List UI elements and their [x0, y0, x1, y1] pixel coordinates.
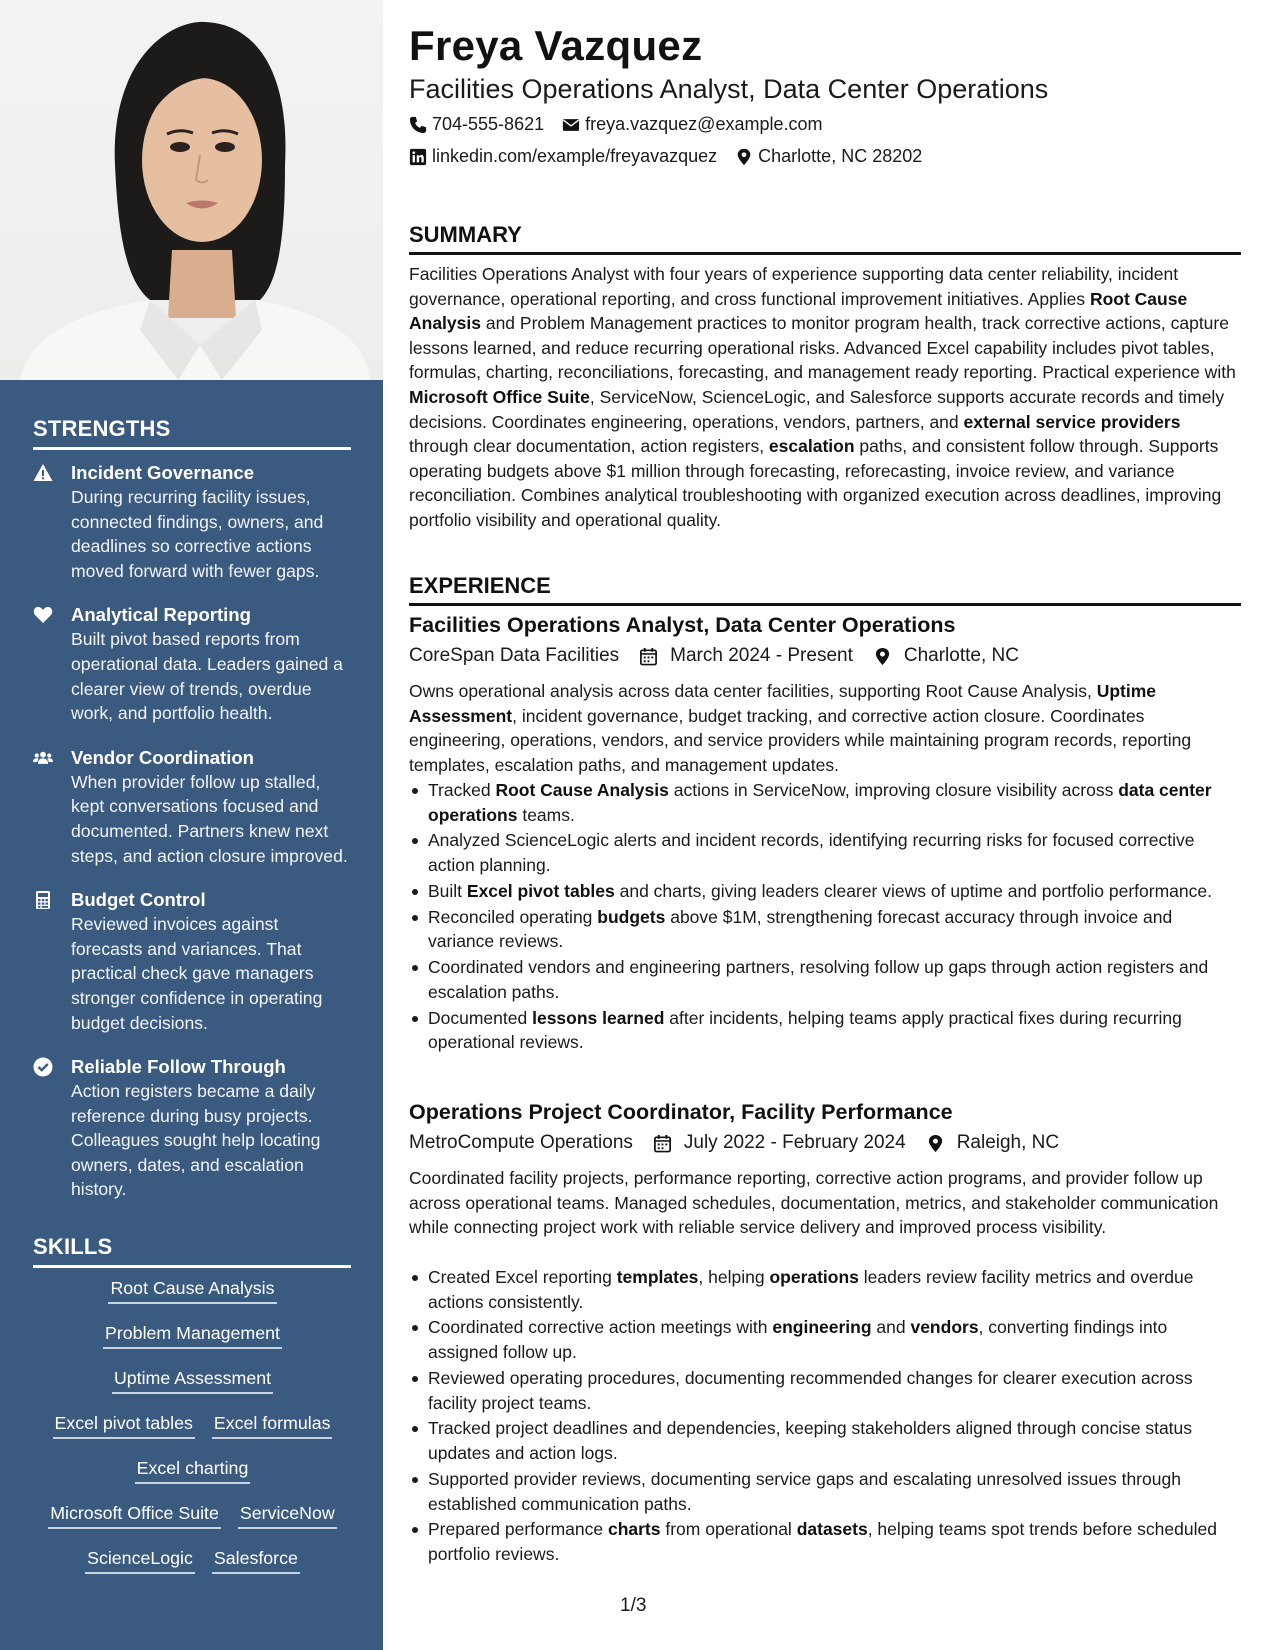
heart-icon [33, 602, 71, 725]
strength-item [33, 460, 353, 583]
calendar-icon [639, 647, 658, 666]
bullet-item [409, 1366, 1241, 1415]
bullet-item [409, 828, 1241, 877]
text-run: , helping teams spot trends before scheduled portfolio reviews. [428, 1519, 1217, 1565]
strength-item [33, 602, 353, 725]
summary-text [409, 262, 1241, 533]
skill-tag: Excel charting [135, 1455, 251, 1484]
bold-text: charts [607, 1519, 661, 1540]
strength-title: Incident Governance [71, 462, 254, 483]
bullet-item [409, 1006, 1241, 1055]
bold-text: Excel pivot tables [466, 880, 615, 901]
text-run: Built [428, 880, 467, 901]
text-run: from operational [660, 1519, 797, 1540]
calculator-icon [33, 887, 71, 1035]
bold-text: operations [769, 1267, 859, 1287]
strength-desc: Built pivot based reports from operational data. Leaders gained a clearer view of trends, overdue work, and portfolio health. [71, 629, 343, 724]
strength-desc: Action registers became a daily reference during busy projects. Colleagues sought help locating owners, dates, and escalation history. [71, 1081, 321, 1200]
job-title: Facilities Operations Analyst, Data Center Operations [409, 613, 956, 637]
linkedin-text: linkedin.com/example/freyavazquez [432, 146, 718, 166]
portrait-image [0, 0, 383, 380]
text-run: Documented [428, 1007, 533, 1028]
text-run: Prepared performance [428, 1519, 608, 1540]
skill-tag: ServiceNow [238, 1500, 337, 1529]
text-run: Created Excel reporting [428, 1267, 617, 1287]
strength-item [33, 887, 353, 1035]
bullet-item [409, 905, 1241, 954]
text-run: Tracked project deadlines and dependencies, keeping stakeholders aligned through concise status updates and action logs. [428, 1418, 1193, 1464]
phone-text: 704-555-8621 [432, 114, 545, 134]
bullet-item [409, 1416, 1241, 1465]
strength-title: Budget Control [71, 889, 206, 911]
skills-heading: SKILLS [33, 1234, 351, 1268]
job-meta [409, 1132, 1079, 1154]
bullet-item [409, 778, 1241, 827]
text-run: Tracked [428, 780, 496, 800]
bold-text: budgets [597, 906, 666, 927]
contact-row-2 [409, 146, 940, 167]
bullet-item [409, 1467, 1241, 1516]
text-run: leaders review facility metrics and overdue actions consistently. [428, 1267, 1194, 1312]
bold-text: vendors [910, 1317, 979, 1338]
strength-desc: During recurring facility issues, connected findings, owners, and deadlines so corrective actions moved forward with fewer gaps. [71, 487, 324, 581]
job-dates: March 2024 - Present [670, 645, 853, 666]
email-text: freya.vazquez@example.com [585, 114, 823, 134]
bullet-item [409, 955, 1241, 1004]
text-run: and charts, giving leaders clearer views of uptime and portfolio performance. [614, 880, 1212, 901]
strengths-heading: STRENGTHS [33, 416, 351, 450]
bold-text: datasets [796, 1519, 868, 1540]
text-run: Coordinated vendors and engineering partners, resolving follow up gaps through action registers and escalation paths. [428, 957, 1209, 1002]
text-run: , ServiceNow, ScienceLogic, and Salesforce supports accurate records and timely decisions. Coordinates engineering, operations, vendors, partners, and [409, 386, 1225, 432]
strength-desc: Reviewed invoices against forecasts and variances. That practical check gave managers stronger confidence in operating budget decisions. [71, 914, 323, 1033]
candidate-name: Freya Vazquez [409, 22, 703, 69]
strength-title: Analytical Reporting [71, 604, 251, 626]
company-name: MetroCompute Operations [409, 1132, 633, 1153]
bold-text: Microsoft Office Suite [409, 386, 590, 407]
sidebar [0, 0, 383, 1650]
text-run: Facilities Operations Analyst with four years of experience supporting data center reliability, incident governance, operational reporting, and cross functional improvement initiatives. Applies [409, 264, 1179, 309]
text-run: after incidents, helping teams apply practical fixes during recurring operational reviews. [428, 1007, 1182, 1053]
skill-tag: Excel formulas [212, 1410, 333, 1439]
bold-text: data center operations [428, 780, 1212, 825]
experience-heading: EXPERIENCE [409, 573, 1241, 606]
linkedin-contact[interactable] [409, 146, 717, 167]
text-run: , converting findings into assigned follow up. [428, 1317, 1168, 1363]
skill-tag: Microsoft Office Suite [48, 1500, 221, 1529]
text-run: and [871, 1317, 911, 1338]
warning-icon [33, 460, 71, 583]
map-pin-icon [873, 647, 892, 666]
job-location: Charlotte, NC [903, 645, 1019, 666]
bold-text: lessons learned [532, 1007, 665, 1028]
job-description [409, 679, 1241, 777]
bullet-item [409, 1517, 1241, 1566]
strength-title: Vendor Coordination [71, 746, 254, 768]
email-icon [562, 116, 580, 134]
summary-heading: SUMMARY [409, 222, 1241, 255]
company-name: CoreSpan Data Facilities [409, 645, 620, 666]
job-description [409, 1166, 1241, 1240]
bullet-item [409, 1315, 1241, 1364]
bold-text: engineering [772, 1317, 872, 1338]
location-contact [735, 146, 922, 167]
text-run: Reviewed operating procedures, documenting recommended changes for clearer execution across facility project teams. [428, 1367, 1193, 1413]
bold-text: Root Cause Analysis [495, 780, 669, 800]
job-dates: July 2022 - February 2024 [683, 1132, 906, 1153]
phone-contact[interactable] [409, 114, 544, 135]
contact-row [409, 114, 840, 135]
strength-item [33, 745, 353, 868]
users-icon [33, 745, 71, 868]
location-text: Charlotte, NC 28202 [758, 146, 923, 166]
phone-icon [409, 116, 427, 134]
job-bullets [409, 1265, 1241, 1568]
strengths-list [33, 460, 353, 1221]
job-location: Raleigh, NC [956, 1132, 1060, 1153]
bold-text: Root Cause Analysis [409, 288, 1188, 334]
text-run: , helping [698, 1267, 770, 1287]
text-run: Supported provider reviews, documenting service gaps and escalating unresolved issues through established communication paths. [428, 1468, 1181, 1514]
job-meta [409, 645, 1039, 667]
skill-tag: Root Cause Analysis [108, 1275, 276, 1304]
job-bullets [409, 778, 1241, 1056]
text-run: paths, and consistent follow through. Supports operating budgets above $1 million through forecasting, reforecasting, invoice review, and variance reconciliation. Combines analytical troubleshooting with organized execution across deadlines, improving portfolio visibility and operational quality. [409, 436, 1222, 530]
bold-text: external service providers [963, 411, 1181, 432]
profile-photo [0, 0, 383, 380]
skill-tag: Salesforce [212, 1545, 300, 1574]
map-pin-icon [735, 148, 753, 166]
text-run: Reconciled operating [428, 906, 598, 927]
bullet-item [409, 879, 1241, 904]
text-run: through clear documentation, action registers, [409, 436, 769, 457]
candidate-title: Facilities Operations Analyst, Data Center Operations [409, 74, 1049, 104]
text-run: , incident governance, budget tracking, and corrective action closure. Coordinates engineering, operations, vendors, and service providers while maintaining program records, reporting templates, escalation paths, and management updates. [409, 705, 1192, 775]
bold-text: Uptime Assessment [409, 681, 1157, 726]
strength-title: Reliable Follow Through [71, 1056, 286, 1078]
page-number: 1/3 [620, 1595, 647, 1616]
strength-item [33, 1054, 353, 1202]
bullet-item [409, 1265, 1241, 1314]
skill-tag: Excel pivot tables [53, 1410, 195, 1439]
text-run: actions in ServiceNow, improving closure visibility across [668, 780, 1119, 800]
skills-list [20, 1275, 365, 1590]
text-run: Coordinated facility projects, performance reporting, corrective action programs, and provider follow up across operational teams. Managed schedules, documentation, metrics, and stakeholder communication while connecting project work with reliable service delivery and improved process visibility. [409, 1168, 1219, 1238]
calendar-icon [653, 1134, 672, 1153]
skill-tag: ScienceLogic [85, 1545, 195, 1574]
bold-text: escalation [768, 436, 855, 457]
skill-tag: Problem Management [103, 1320, 282, 1349]
email-contact[interactable] [562, 114, 822, 135]
text-run: above $1M, strengthening forecast accuracy through invoice and variance reviews. [428, 906, 1173, 952]
text-run: Coordinated corrective action meetings with [428, 1317, 773, 1338]
skill-tag: Uptime Assessment [112, 1365, 273, 1394]
strength-desc: When provider follow up stalled, kept conversations focused and documented. Partners knew next steps, and action closure improved. [71, 771, 348, 866]
job-title: Operations Project Coordinator, Facility Performance [409, 1100, 953, 1124]
text-run: teams. [517, 804, 575, 825]
text-run: Analyzed ScienceLogic alerts and incident records, identifying recurring risks for focused corrective action planning. [428, 830, 1195, 876]
text-run: Owns operational analysis across data center facilities, supporting Root Cause Analysis, [409, 681, 1097, 701]
check-circle-icon [33, 1054, 71, 1202]
linkedin-icon [409, 148, 427, 166]
bold-text: templates [616, 1267, 699, 1287]
map-pin-icon [926, 1134, 945, 1153]
text-run: and Problem Management practices to monitor program health, track corrective actions, capture lessons learned, and reduce recurring operational risks. Advanced Excel capability includes pivot tables, formulas, charting, reconciliations, forecasting, and management ready reporting. Practical experience with [409, 313, 1236, 383]
